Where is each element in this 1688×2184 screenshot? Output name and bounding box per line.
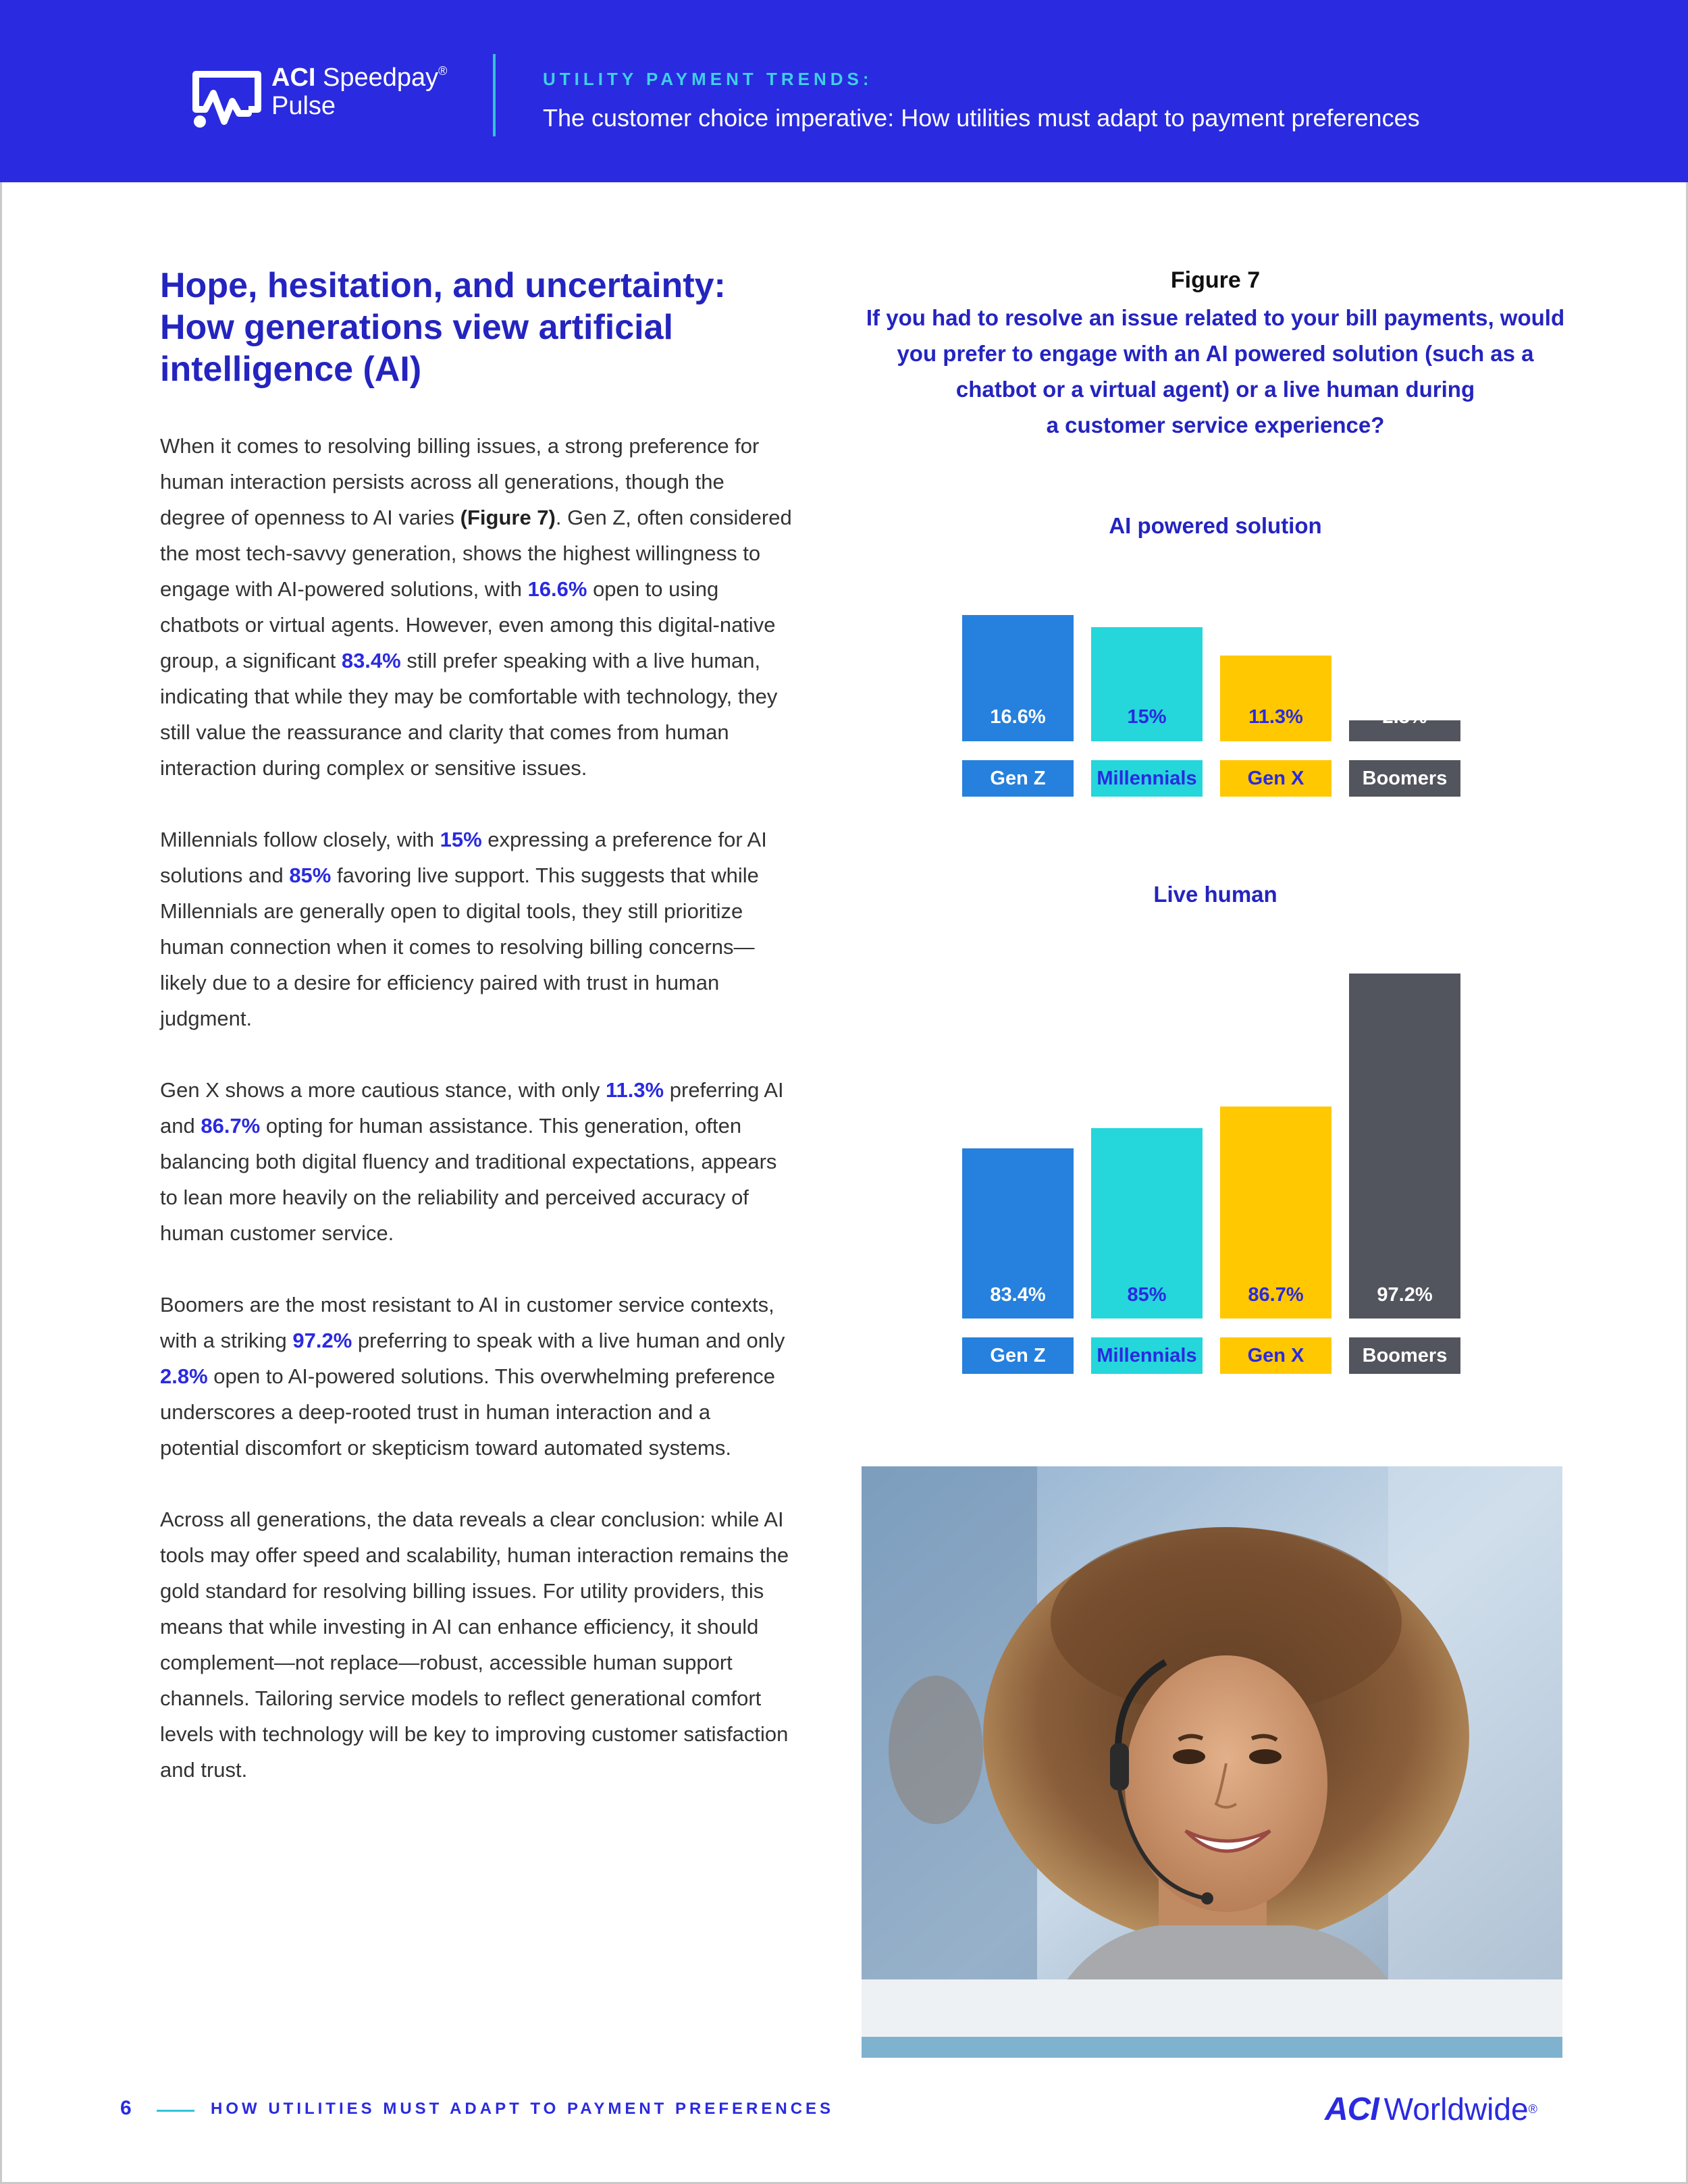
bar-value-label: 97.2% <box>1377 1284 1433 1306</box>
text-run: open to AI-powered solutions. This overwhelming preference underscores a deep-rooted trust in human interaction and a potential discomfort or skepticism toward automated systems. <box>160 1364 776 1460</box>
text-run: favoring live support. This suggests that while Millennials are generally open to digital tools, they still prioritize human connection when it comes to resolving billing concerns—likely due to a desire for efficiency paired with trust in human judgment. <box>160 863 759 1030</box>
figure-question-line: chatbot or a virtual agent) or a live human during <box>955 377 1475 402</box>
section-title <box>160 265 768 390</box>
paragraph-conclusion: Across all generations, the data reveals a clear conclusion: while AI tools may offer speed and scalability, human interaction remains the gold standard for resolving billing issues. For utility providers, this means that while investing in AI can enhance efficiency, it should complement—not replace—robust, accessible human support channels. Tailoring service models to reflect generational comfort levels with technology will be key to improving customer satisfaction and trust. <box>160 1508 789 1782</box>
text-run: . Gen Z, often considered the most tech-savvy generation, shows the highest willingness to engage with AI-powered solutions, with <box>160 506 792 601</box>
category-label: Gen X <box>1220 760 1331 797</box>
category-label: Millennials <box>1091 760 1203 797</box>
figure-label: Figure 7 <box>1170 267 1261 293</box>
highlight-stat: 86.7% <box>201 1114 261 1138</box>
speedpay-pulse-logo-icon <box>190 62 265 136</box>
page-header <box>0 0 1688 182</box>
bar <box>1349 974 1460 1319</box>
bar-value-label: 15% <box>1127 706 1167 728</box>
figure-question-line: If you had to resolve an issue related to your bill payments, would <box>866 305 1565 330</box>
figure-question-line: you prefer to engage with an AI powered solution (such as a <box>897 341 1534 366</box>
figure-reference: (Figure 7) <box>460 506 556 529</box>
highlight-stat: 15% <box>440 828 482 851</box>
category-label: Gen X <box>1220 1337 1331 1374</box>
brand-wordmark <box>271 65 447 119</box>
header-title: The customer choice imperative: How utilities must adapt to payment preferences <box>543 104 1420 132</box>
brand-sub: Pulse <box>271 92 336 120</box>
text-run: still prefer speaking with a live human, indicating that while they may be comfortable with technology, they still value the reassurance and clarity that comes from human interaction during complex or sensitive issues. <box>160 649 778 780</box>
text-run: preferring AI and <box>160 1078 784 1138</box>
bar-value-label: 16.6% <box>990 706 1046 728</box>
highlight-stat: 83.4% <box>341 649 401 672</box>
figure-question-line: a customer service experience? <box>1046 412 1385 437</box>
highlight-stat: 16.6% <box>527 577 587 601</box>
logo-strong: ACI <box>1325 2091 1379 2127</box>
chart-title: Live human <box>1153 882 1277 907</box>
text-run: Millennials follow closely, with <box>160 828 440 851</box>
section-title-line: Hope, hesitation, and uncertainty: <box>160 266 726 305</box>
bar-value-label: 83.4% <box>990 1284 1046 1306</box>
category-label: Boomers <box>1349 760 1460 797</box>
bar-value-label: 11.3% <box>1248 706 1303 728</box>
brand-registered-mark: ® <box>438 64 448 78</box>
article-body <box>160 428 795 1823</box>
paragraph-boomers <box>160 1287 795 1466</box>
highlight-stat: 2.8% <box>160 1364 208 1388</box>
aci-worldwide-logo <box>1325 2090 1537 2128</box>
highlight-stat: 85% <box>289 863 332 887</box>
category-label: Boomers <box>1349 1337 1460 1374</box>
customer-service-agent-photo <box>862 1466 1562 2058</box>
section-title-line: intelligence (AI) <box>160 350 422 389</box>
paragraph-millennials <box>160 822 795 1036</box>
bar-value-label: 86.7% <box>1248 1284 1304 1306</box>
header-divider <box>493 54 496 136</box>
bar-value-label: 2.8% <box>1382 706 1427 728</box>
header-kicker: UTILITY PAYMENT TRENDS: <box>543 69 873 89</box>
paragraph-gen-z <box>160 428 795 786</box>
category-label: Gen Z <box>962 1337 1074 1374</box>
highlight-stat: 11.3% <box>605 1078 664 1102</box>
text-run: preferring to speak with a live human and only <box>352 1329 785 1352</box>
text-run: Gen X shows a more cautious stance, with only <box>160 1078 606 1102</box>
chart-title: AI powered solution <box>1109 513 1322 538</box>
brand-strong: ACI <box>271 63 316 92</box>
text-run: open to using chatbots or virtual agents. However, even among this digital-native group, a significant <box>160 577 776 672</box>
paragraph-gen-x <box>160 1072 795 1251</box>
figure-question <box>854 300 1577 443</box>
logo-name: Worldwide <box>1383 2092 1529 2127</box>
brand-name: Speedpay <box>323 63 439 92</box>
bar-value-label: 85% <box>1127 1284 1167 1306</box>
footer-text: HOW UTILITIES MUST ADAPT TO PAYMENT PREFERENCES <box>211 2100 835 2118</box>
text-run: opting for human assistance. This generation, often balancing both digital fluency and traditional expectations, appears to lean more heavily on the reliability and perceived accuracy of human customer service. <box>160 1114 777 1245</box>
logo-registered-mark: ® <box>1528 2102 1537 2116</box>
page-number: 6 <box>120 2097 132 2119</box>
text-run: expressing a preference for AI solutions and <box>160 828 767 887</box>
highlight-stat: 97.2% <box>292 1329 352 1352</box>
text-run: Boomers are the most resistant to AI in customer service contexts, with a striking <box>160 1293 774 1352</box>
footer-divider <box>157 2110 194 2112</box>
section-title-line: How generations view artificial <box>160 308 673 347</box>
text-run: When it comes to resolving billing issues, a strong preference for human interaction persists across all generations, though the degree of openness to AI varies <box>160 434 760 529</box>
category-label: Millennials <box>1091 1337 1203 1374</box>
category-label: Gen Z <box>962 760 1074 797</box>
